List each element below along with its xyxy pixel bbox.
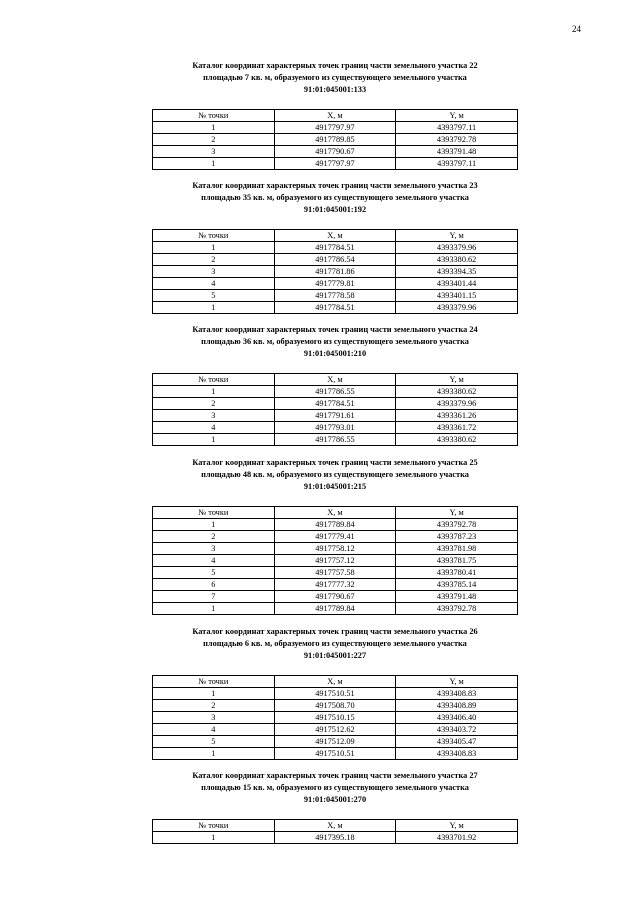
cell-point: 2 [153, 531, 275, 543]
title-line: 91:01:045001:192 [303, 205, 367, 214]
table-row [153, 712, 518, 724]
cell-x: 4917797.97 [274, 158, 396, 170]
cell-x: 4917797.97 [274, 122, 396, 134]
catalog-section [152, 457, 518, 615]
cell-point: 1 [153, 302, 275, 314]
cell-x: 4917784.51 [274, 242, 396, 254]
cell-point: 1 [153, 386, 275, 398]
cell-point: 3 [153, 266, 275, 278]
header-y: Y, м [396, 230, 518, 242]
cell-y: 4393379.96 [396, 302, 518, 314]
cell-x: 4917757.58 [274, 567, 396, 579]
title-line: Каталог координат характерных точек границ части земельного участка 23 [192, 181, 478, 190]
cell-y: 4393797.11 [396, 158, 518, 170]
header-point: № точки [153, 374, 275, 386]
cell-y: 4393405.47 [396, 736, 518, 748]
cell-x: 4917790.67 [274, 146, 396, 158]
table-row [153, 579, 518, 591]
cell-point: 1 [153, 748, 275, 760]
title-line: 91:01:045001:210 [303, 349, 367, 358]
title-line: площадью 15 кв. м, образуемого из существующего земельного участка [201, 783, 469, 792]
cell-point: 1 [153, 688, 275, 700]
catalog-section [152, 626, 518, 760]
table-row [153, 278, 518, 290]
coordinates-table [152, 229, 518, 314]
cell-point: 5 [153, 736, 275, 748]
coordinates-table [152, 675, 518, 760]
cell-point: 3 [153, 146, 275, 158]
title-line: Каталог координат характерных точек границ части земельного участка 24 [192, 325, 478, 334]
cell-x: 4917512.62 [274, 724, 396, 736]
cell-point: 4 [153, 555, 275, 567]
header-y: Y, м [396, 110, 518, 122]
table-row [153, 434, 518, 446]
cell-y: 4393792.78 [396, 603, 518, 615]
header-x: X, м [274, 676, 396, 688]
cell-x: 4917790.67 [274, 591, 396, 603]
table-row [153, 700, 518, 712]
table-header-row [153, 110, 518, 122]
cell-x: 4917784.51 [274, 302, 396, 314]
cell-point: 1 [153, 603, 275, 615]
table-row [153, 242, 518, 254]
catalog-title [152, 324, 518, 360]
cell-x: 4917786.55 [274, 434, 396, 446]
title-line: Каталог координат характерных точек границ части земельного участка 27 [192, 771, 478, 780]
cell-y: 4393781.98 [396, 543, 518, 555]
cell-y: 4393379.96 [396, 398, 518, 410]
cell-y: 4393379.96 [396, 242, 518, 254]
table-row [153, 591, 518, 603]
page-number: 24 [572, 24, 581, 34]
cell-y: 4393408.89 [396, 700, 518, 712]
catalog-section [152, 770, 518, 844]
cell-y: 4393380.62 [396, 254, 518, 266]
coordinates-table [152, 109, 518, 170]
cell-x: 4917789.85 [274, 134, 396, 146]
title-line: 91:01:045001:133 [303, 85, 367, 94]
cell-point: 1 [153, 519, 275, 531]
title-line: Каталог координат характерных точек границ части земельного участка 22 [192, 61, 478, 70]
title-line: площадью 48 кв. м, образуемого из существующего земельного участка [201, 470, 469, 479]
cell-point: 3 [153, 712, 275, 724]
cell-point: 1 [153, 832, 275, 844]
cell-x: 4917510.51 [274, 688, 396, 700]
cell-y: 4393791.48 [396, 591, 518, 603]
cell-y: 4393785.14 [396, 579, 518, 591]
catalog-section [152, 180, 518, 314]
cell-point: 7 [153, 591, 275, 603]
header-point: № точки [153, 110, 275, 122]
cell-y: 4393408.83 [396, 748, 518, 760]
cell-y: 4393408.83 [396, 688, 518, 700]
cell-x: 4917791.61 [274, 410, 396, 422]
cell-point: 1 [153, 122, 275, 134]
cell-x: 4917777.32 [274, 579, 396, 591]
table-row [153, 724, 518, 736]
cell-x: 4917510.15 [274, 712, 396, 724]
cell-point: 2 [153, 134, 275, 146]
header-x: X, м [274, 820, 396, 832]
catalog-title [152, 457, 518, 493]
table-header-row [153, 507, 518, 519]
title-line: площадью 7 кв. м, образуемого из существующего земельного участка [203, 73, 467, 82]
table-row [153, 543, 518, 555]
cell-x: 4917758.12 [274, 543, 396, 555]
catalog-title [152, 626, 518, 662]
table-header-row [153, 820, 518, 832]
table-row [153, 832, 518, 844]
cell-x: 4917793.01 [274, 422, 396, 434]
table-row [153, 266, 518, 278]
cell-x: 4917512.09 [274, 736, 396, 748]
cell-y: 4393380.62 [396, 386, 518, 398]
catalog-title [152, 180, 518, 216]
header-y: Y, м [396, 374, 518, 386]
cell-point: 3 [153, 543, 275, 555]
cell-y: 4393361.26 [396, 410, 518, 422]
cell-point: 4 [153, 278, 275, 290]
table-row [153, 736, 518, 748]
table-row [153, 122, 518, 134]
header-x: X, м [274, 507, 396, 519]
header-point: № точки [153, 230, 275, 242]
catalog-section [152, 60, 518, 170]
catalog-title [152, 770, 518, 806]
cell-x: 4917789.84 [274, 519, 396, 531]
table-header-row [153, 374, 518, 386]
header-x: X, м [274, 230, 396, 242]
cell-point: 2 [153, 700, 275, 712]
title-line: Каталог координат характерных точек границ части земельного участка 25 [192, 458, 478, 467]
cell-point: 1 [153, 158, 275, 170]
cell-x: 4917779.41 [274, 531, 396, 543]
cell-x: 4917778.58 [274, 290, 396, 302]
catalog-title [152, 60, 518, 96]
cell-x: 4917786.55 [274, 386, 396, 398]
table-header-row [153, 676, 518, 688]
cell-point: 4 [153, 422, 275, 434]
table-row [153, 146, 518, 158]
cell-point: 1 [153, 434, 275, 446]
table-row [153, 748, 518, 760]
title-line: 91:01:045001:270 [303, 795, 367, 804]
title-line: 91:01:045001:215 [303, 482, 367, 491]
coordinates-table [152, 506, 518, 615]
table-row [153, 134, 518, 146]
cell-point: 5 [153, 567, 275, 579]
cell-y: 4393792.78 [396, 519, 518, 531]
cell-x: 4917757.12 [274, 555, 396, 567]
cell-x: 4917395.18 [274, 832, 396, 844]
cell-y: 4393780.41 [396, 567, 518, 579]
coordinates-table [152, 819, 518, 844]
table-row [153, 290, 518, 302]
table-row [153, 519, 518, 531]
cell-y: 4393792.78 [396, 134, 518, 146]
cell-point: 5 [153, 290, 275, 302]
cell-y: 4393361.72 [396, 422, 518, 434]
table-row [153, 531, 518, 543]
cell-x: 4917786.54 [274, 254, 396, 266]
table-row [153, 254, 518, 266]
table-row [153, 158, 518, 170]
cell-y: 4393401.15 [396, 290, 518, 302]
cell-y: 4393791.48 [396, 146, 518, 158]
cell-x: 4917510.51 [274, 748, 396, 760]
table-row [153, 567, 518, 579]
cell-y: 4393787.23 [396, 531, 518, 543]
table-row [153, 386, 518, 398]
cell-x: 4917784.51 [274, 398, 396, 410]
cell-point: 2 [153, 398, 275, 410]
cell-y: 4393406.40 [396, 712, 518, 724]
cell-x: 4917779.81 [274, 278, 396, 290]
title-line: площадью 35 кв. м, образуемого из существующего земельного участка [201, 193, 469, 202]
cell-point: 4 [153, 724, 275, 736]
title-line: площадью 36 кв. м, образуемого из существующего земельного участка [201, 337, 469, 346]
cell-point: 2 [153, 254, 275, 266]
cell-y: 4393797.11 [396, 122, 518, 134]
cell-point: 1 [153, 242, 275, 254]
title-line: площадью 6 кв. м, образуемого из существующего земельного участка [203, 639, 467, 648]
cell-x: 4917781.86 [274, 266, 396, 278]
table-row [153, 422, 518, 434]
table-row [153, 603, 518, 615]
header-point: № точки [153, 820, 275, 832]
header-point: № точки [153, 507, 275, 519]
header-y: Y, м [396, 676, 518, 688]
cell-y: 4393403.72 [396, 724, 518, 736]
cell-x: 4917508.70 [274, 700, 396, 712]
table-row [153, 555, 518, 567]
title-line: Каталог координат характерных точек границ части земельного участка 26 [192, 627, 478, 636]
cell-y: 4393380.62 [396, 434, 518, 446]
cell-point: 6 [153, 579, 275, 591]
coordinates-table [152, 373, 518, 446]
header-y: Y, м [396, 820, 518, 832]
table-header-row [153, 230, 518, 242]
table-row [153, 398, 518, 410]
header-y: Y, м [396, 507, 518, 519]
cell-y: 4393401.44 [396, 278, 518, 290]
header-x: X, м [274, 374, 396, 386]
cell-point: 3 [153, 410, 275, 422]
catalog-section [152, 324, 518, 446]
header-point: № точки [153, 676, 275, 688]
cell-y: 4393701.92 [396, 832, 518, 844]
table-row [153, 688, 518, 700]
cell-x: 4917789.84 [274, 603, 396, 615]
cell-y: 4393394.35 [396, 266, 518, 278]
table-row [153, 302, 518, 314]
title-line: 91:01:045001:227 [303, 651, 367, 660]
header-x: X, м [274, 110, 396, 122]
cell-y: 4393781.75 [396, 555, 518, 567]
table-row [153, 410, 518, 422]
